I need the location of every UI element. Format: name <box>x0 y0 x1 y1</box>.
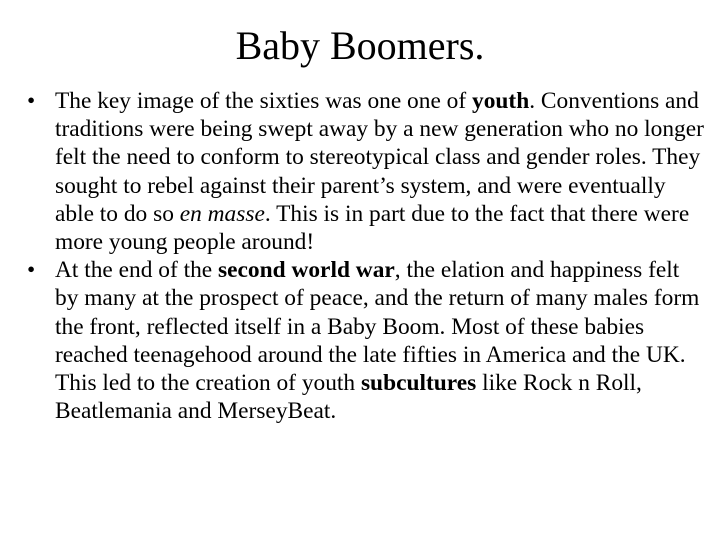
bullet-list <box>25 87 705 425</box>
bullet-item-1 <box>25 87 705 256</box>
bullet-1-text-2: . Conventions and traditions were being swept away by a new generation who no longer felt the need to conform to stereotypical class and gender roles. They sought to rebel against their parent’s system, and were eventually able to do so <box>55 88 704 227</box>
bullet-2-emphasis-subcultures: subcultures <box>360 370 477 397</box>
bullet-1-text-1: The key image of the sixties was one one of <box>55 88 473 114</box>
bullet-2-text-3: like Rock n Roll, Beatlemania and MerseyBeat. <box>55 370 642 425</box>
bullet-1-emphasis-en-masse: en masse <box>179 200 265 227</box>
bullet-2-text-1: At the end of the <box>55 257 219 284</box>
slide-title: Baby Boomers. <box>235 23 485 68</box>
bullet-1-emphasis-youth: youth <box>472 88 530 114</box>
bullet-item-2 <box>25 256 705 425</box>
bullet-2-emphasis-second-world-war: second world war <box>218 257 395 284</box>
bullet-marker: • <box>27 88 36 114</box>
bullet-1-text-3: . This is in part due to the fact that there were more young people around! <box>55 200 690 256</box>
bullet-marker: • <box>27 257 36 284</box>
bullet-2-text-2: , the elation and happiness felt by many at the prospect of peace, and the return of many males form the front, reflected itself in a Baby Boom. Most of these babies reached teenagehood around the late fifties in America and the UK. This led to the creation of youth <box>55 257 700 397</box>
